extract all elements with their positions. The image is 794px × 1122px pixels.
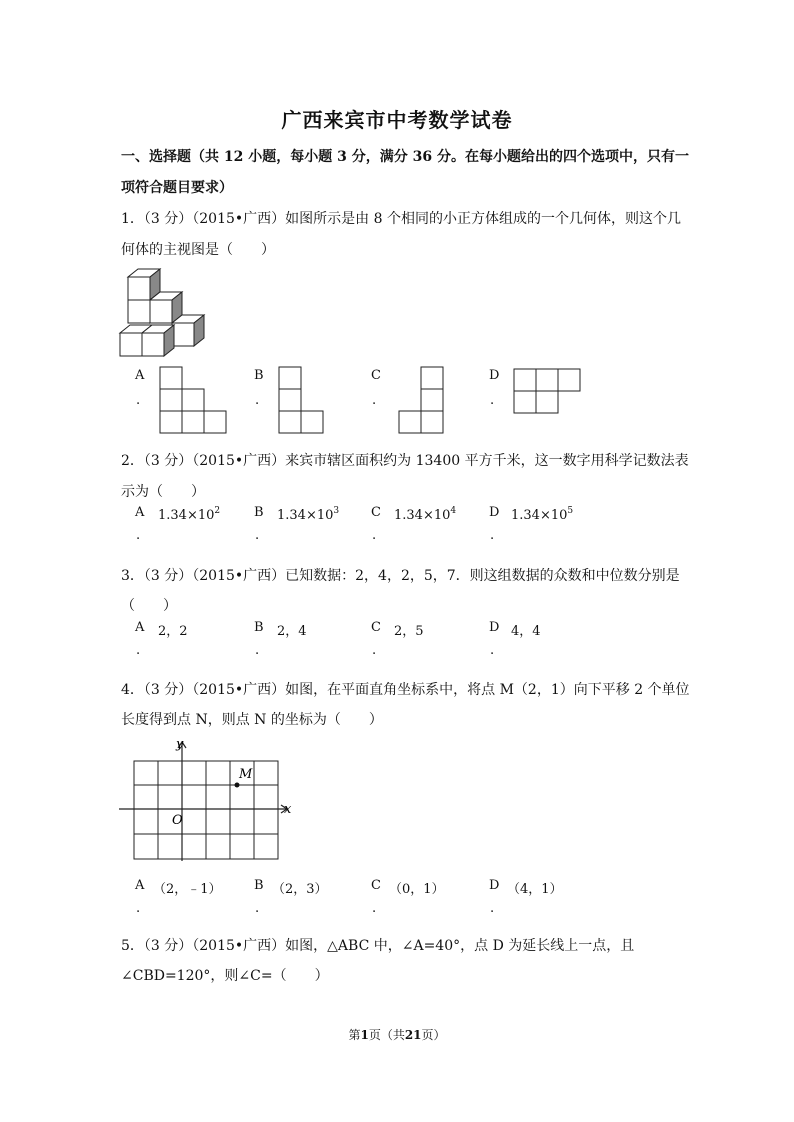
q1-option-b-figure bbox=[278, 366, 328, 434]
cube-solid-figure bbox=[118, 267, 213, 362]
question-2-line2: 示为（ ） bbox=[121, 484, 205, 500]
q2-option-d-dot: . bbox=[490, 528, 495, 543]
q1-option-c-dot: . bbox=[372, 393, 377, 408]
q4-option-a-letter: A bbox=[135, 878, 145, 893]
question-2-line1: 2．（3 分）（2015•广西）来宾市辖区面积约为 13400 平方千米，这一数字用科学记数法表 bbox=[121, 453, 689, 469]
coordinate-grid-figure bbox=[115, 734, 295, 864]
question-1-line1: 1．（3 分）（2015•广西）如图所示是由 8 个相同的小正方体组成的一个几何体，则这个几 bbox=[121, 211, 681, 227]
question-4-line1: 4．（3 分）（2015•广西）如图，在平面直角坐标系中，将点 M（2，1）向下平移 2 个单位 bbox=[121, 682, 690, 698]
q3-option-b-value: 2，4 bbox=[277, 624, 307, 639]
q3-option-b-letter: B bbox=[254, 620, 264, 635]
q1-option-d-letter: D bbox=[489, 368, 500, 383]
q4-option-d-letter: D bbox=[489, 878, 500, 893]
q1-option-a-letter: A bbox=[135, 368, 145, 383]
q4-option-c-value: （0，1） bbox=[389, 882, 445, 897]
q2-option-b-letter: B bbox=[254, 505, 264, 520]
page-footer: 第1页（共21页） bbox=[348, 1028, 446, 1042]
q2-option-d-letter: D bbox=[489, 505, 500, 520]
q4-option-d-dot: . bbox=[490, 901, 495, 916]
q4-option-b-dot: . bbox=[255, 901, 260, 916]
page-title: 广西来宾市中考数学试卷 bbox=[281, 108, 513, 132]
q3-option-a-value: 2，2 bbox=[158, 624, 188, 639]
q4-option-b-letter: B bbox=[254, 878, 264, 893]
question-3-line1: 3．（3 分）（2015•广西）已知数据：2，4，2，5，7．则这组数据的众数和中位数分别是 bbox=[121, 568, 680, 584]
axes bbox=[119, 742, 287, 861]
question-4-line2: 长度得到点 N，则点 N 的坐标为（ ） bbox=[121, 712, 383, 728]
q2-option-a-dot: . bbox=[136, 528, 141, 543]
point-m-marker bbox=[235, 783, 240, 788]
q2-option-c-value: $1.34\times 10^4$ bbox=[394, 506, 457, 523]
q4-option-c-dot: . bbox=[372, 901, 377, 916]
q1-option-c-figure bbox=[398, 366, 446, 434]
q3-option-c-letter: C bbox=[371, 620, 381, 635]
q2-option-a-value: $1.34\times 10^2$ bbox=[158, 506, 221, 523]
q3-option-b-dot: . bbox=[255, 643, 260, 658]
point-m-label: M bbox=[239, 767, 253, 782]
q2-option-c-letter: C bbox=[371, 505, 381, 520]
q4-option-b-value: （2，3） bbox=[272, 882, 328, 897]
question-5-line1: 5．（3 分）（2015•广西）如图，△ABC 中，∠A=40°，点 D 为延长线上一点，且 bbox=[121, 938, 635, 954]
q1-option-d-figure bbox=[513, 368, 583, 416]
q1-option-b-letter: B bbox=[254, 368, 264, 383]
question-5-line2: ∠CBD=120°，则∠C=（ ） bbox=[121, 968, 329, 984]
q1-option-a-figure bbox=[159, 366, 229, 434]
q2-option-b-value: $1.34\times 10^3$ bbox=[277, 506, 340, 523]
q3-option-c-value: 2，5 bbox=[394, 624, 424, 639]
section-heading-line2: 项符合题目要求） bbox=[121, 180, 233, 196]
q3-option-a-dot: . bbox=[136, 643, 141, 658]
q1-option-a-dot: . bbox=[136, 393, 141, 408]
q2-option-c-dot: . bbox=[372, 528, 377, 543]
q3-option-a-letter: A bbox=[135, 620, 145, 635]
origin-label: O bbox=[172, 813, 183, 828]
q4-option-a-value: （2，﹣1） bbox=[153, 882, 222, 897]
q1-option-b-dot: . bbox=[255, 393, 260, 408]
q3-option-d-value: 4，4 bbox=[511, 624, 541, 639]
y-axis-label: y bbox=[176, 737, 184, 752]
q1-option-d-dot: . bbox=[490, 393, 495, 408]
q3-option-c-dot: . bbox=[372, 643, 377, 658]
q1-option-c-letter: C bbox=[371, 368, 381, 383]
q4-option-c-letter: C bbox=[371, 878, 381, 893]
q3-option-d-letter: D bbox=[489, 620, 500, 635]
q2-option-b-dot: . bbox=[255, 528, 260, 543]
x-axis-label: x bbox=[284, 802, 292, 817]
section-heading-line1: 一、选择题（共 12 小题，每小题 3 分，满分 36 分。在每小题给出的四个选项中，只有一 bbox=[121, 149, 689, 165]
q2-option-a-letter: A bbox=[135, 505, 145, 520]
q3-option-d-dot: . bbox=[490, 643, 495, 658]
q4-option-d-value: （4，1） bbox=[507, 882, 563, 897]
q4-option-a-dot: . bbox=[136, 901, 141, 916]
q2-option-d-value: $1.34\times 10^5$ bbox=[511, 506, 574, 523]
question-1-line2: 何体的主视图是（ ） bbox=[121, 242, 275, 258]
question-3-line2: （ ） bbox=[121, 598, 177, 614]
